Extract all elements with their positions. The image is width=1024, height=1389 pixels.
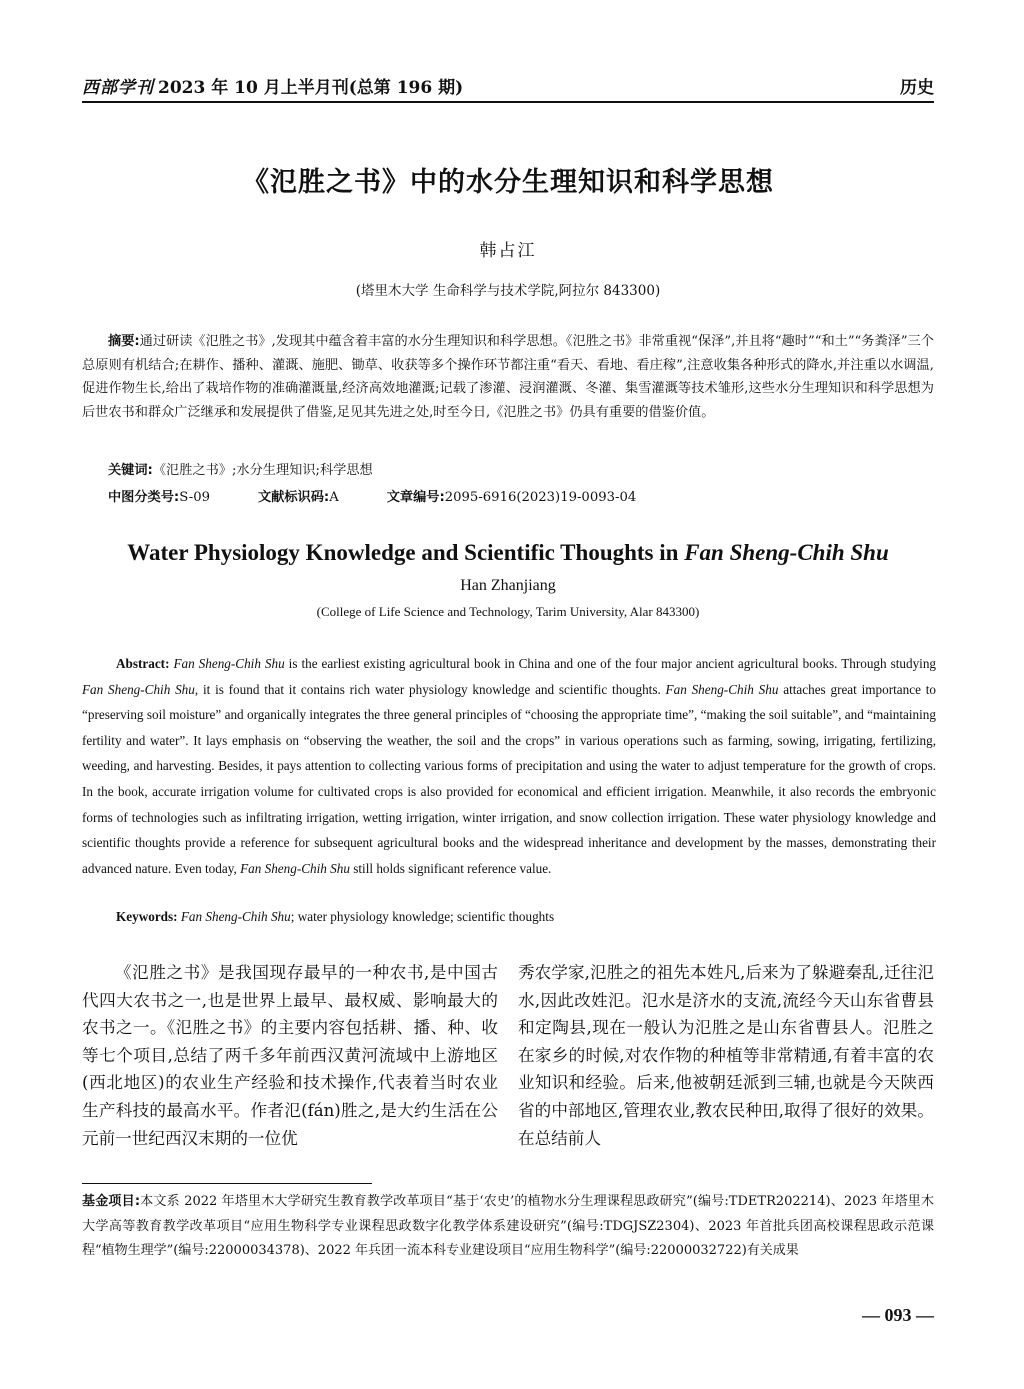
clc-number (108, 486, 210, 505)
abstract-en (82, 651, 936, 881)
abstract-cn (82, 330, 934, 424)
doc-code (258, 486, 339, 505)
body-text (82, 959, 934, 1159)
affiliation-en: (College of Life Science and Technology, Tarim University, Alar 843300) (316, 604, 700, 619)
title-en-main: Water Physiology Knowledge and Scientific Thoughts in (127, 540, 685, 565)
keywords-en-label: Keywords: (116, 909, 178, 924)
abstract-en-label: Abstract: (116, 656, 170, 671)
body-column-right: 秀农学家,氾胜之的祖先本姓凡,后来为了躲避秦乱,迁往氾水,因此改姓氾。氾水是济水的支流,流经今天山东省曹县和定陶县,现在一般认为氾胜之是山东省曹县人。氾胜之在家乡的时候,对农作物的种植等非常精通,有着丰富的农业知识和经验。后来,他被朝廷派到三辅,也就是今天陕西省的中部地区,管理农业,教农民种田,取得了很好的效果。在总结前人 (518, 963, 934, 1148)
keywords-cn (108, 459, 934, 478)
abstract-en-part: , it is found that it contains rich water physiology knowledge and scientific thoughts. (194, 681, 666, 697)
clc-value: S-09 (179, 490, 210, 505)
article-title-cn: 《氾胜之书》中的水分生理知识和科学思想 (242, 167, 774, 198)
author-en: Han Zhanjiang (460, 577, 556, 594)
section-name: 历史 (900, 77, 934, 98)
footnote (82, 1190, 934, 1264)
keyword-italic: Fan Sheng-Chih Shu (180, 909, 291, 924)
keywords-en-rest: ; water physiology knowledge; scientific thoughts (290, 909, 555, 924)
keywords-en (116, 909, 934, 925)
journal-logo: 西部学刊 (82, 77, 154, 98)
abstract-en-part: still holds significant reference value. (349, 860, 552, 876)
affiliation-cn: (塔里木大学 生命科学与技术学院,阿拉尔 843300) (355, 283, 661, 299)
book-title-italic: Fan Sheng-Chih Shu (240, 860, 350, 876)
classification-line (108, 486, 934, 505)
abstract-en-part: is the earliest existing agricultural book in China and one of the four major ancient agricultural books. Through studying (284, 656, 937, 671)
article-value: 2095-6916(2023)19-0093-04 (444, 490, 637, 505)
clc-label: 中图分类号: (108, 490, 180, 505)
abstract-cn-text: 通过研读《氾胜之书》,发现其中蕴含着丰富的水分生理知识和科学思想。《氾胜之书》非常重视“保泽”,并且将“趣时”“和土”“务粪泽”三个总原则有机结合;在耕作、播种、灌溉、施肥、锄草、收获等多个操作环节都注重“看天、看地、看庄稼”,注意收集各种形式的降水,并注重以水调温,促进作物生长,给出了栽培作物的准确灌溉量,经济高效地灌溉;记载了渗灌、浸润灌溉、冬灌、集雪灌溉等技术雏形,这些水分生理知识和科学思想为后世农书和群众广泛继承和发展提供了借鉴,足见其先进之处,时至今日,《氾胜之书》仍具有重要的借鉴价值。 (82, 334, 934, 420)
page-number: — 093 — (862, 1305, 934, 1325)
keywords-cn-label: 关键词: (108, 463, 153, 478)
abstract-cn-label: 摘要: (108, 334, 140, 349)
header-left (82, 73, 463, 98)
doc-value: A (329, 490, 339, 505)
footnote-label: 基金项目: (82, 1194, 141, 1209)
article-title-en (82, 540, 934, 566)
footnote-divider (82, 1183, 372, 1184)
footnote-text: 本文系 2022 年塔里木大学研究生教育教学改革项目“基于‘农史’的植物水分生理课程思政研究”(编号:TDETR202214)、2023 年塔里木大学高等教育教学改革项目“应用生物科学专业课程思政数字化教学体系建设研究”(编号:TDGJSZ2304)、2023 年首批兵团高校课程思政示范课程“植物生理学”(编号:22000034378)、2022 年兵团一流本科专业建设项目“应用生物科学”(编号:22000032722)有关成果 (82, 1194, 934, 1258)
book-title-italic: Fan Sheng-Chih Shu (82, 681, 195, 697)
header-divider (82, 101, 934, 103)
keywords-cn-text: 《氾胜之书》;水分生理知识;科学思想 (152, 463, 373, 478)
abstract-en-part: attaches great importance to “preserving soil moisture” and organically integrates the three general principles of “choosing the appropriate time”, “making the soil suitable”, and “maintaining fertility and water”. It lays emphasis on “observing the weather, the soil and the crops” in various operations such as farming, sowing, irrigating, fertilizing, weeding, and harvesting. Besides, it pays attention to collecting various forms of precipitation and using the water to adjust temperature for the growth of crops. In the book, accurate irrigation volume for cultivated crops is also provided for economical and efficient irrigation. Meanwhile, it also records the embryonic forms of technologies such as infiltrating irrigation, wetting irrigation, winter irrigation, and snow collection irrigation. These water physiology knowledge and scientific thoughts provide a reference for subsequent agricultural books and the widespread inheritance and development by the masses, demonstrating their advanced nature. Even today, (82, 681, 936, 876)
body-column-left: 《氾胜之书》是我国现存最早的一种农书,是中国古代四大农书之一,也是世界上最早、最权威、影响最大的农书之一。《氾胜之书》的主要内容包括耕、播、种、收等七个项目,总结了两千多年前西汉黄河流域中上游地区(西北地区)的农业生产经验和技术操作,代表着当时农业生产科技的最高水平。作者氾(fán)胜之,是大约生活在公元前一世纪西汉末期的一位优 (82, 963, 498, 1148)
issue-info: 2023 年 10 月上半月刊(总第 196 期) (158, 77, 464, 98)
author-cn: 韩占江 (479, 241, 537, 261)
title-en-italic: Fan Sheng-Chih Shu (684, 540, 889, 565)
book-title-italic: Fan Sheng-Chih Shu (173, 656, 285, 671)
article-label: 文章编号: (386, 490, 445, 505)
article-number (387, 486, 637, 505)
doc-label: 文献标识码: (257, 490, 330, 505)
book-title-italic: Fan Sheng-Chih Shu (665, 681, 779, 697)
running-header (82, 70, 934, 100)
